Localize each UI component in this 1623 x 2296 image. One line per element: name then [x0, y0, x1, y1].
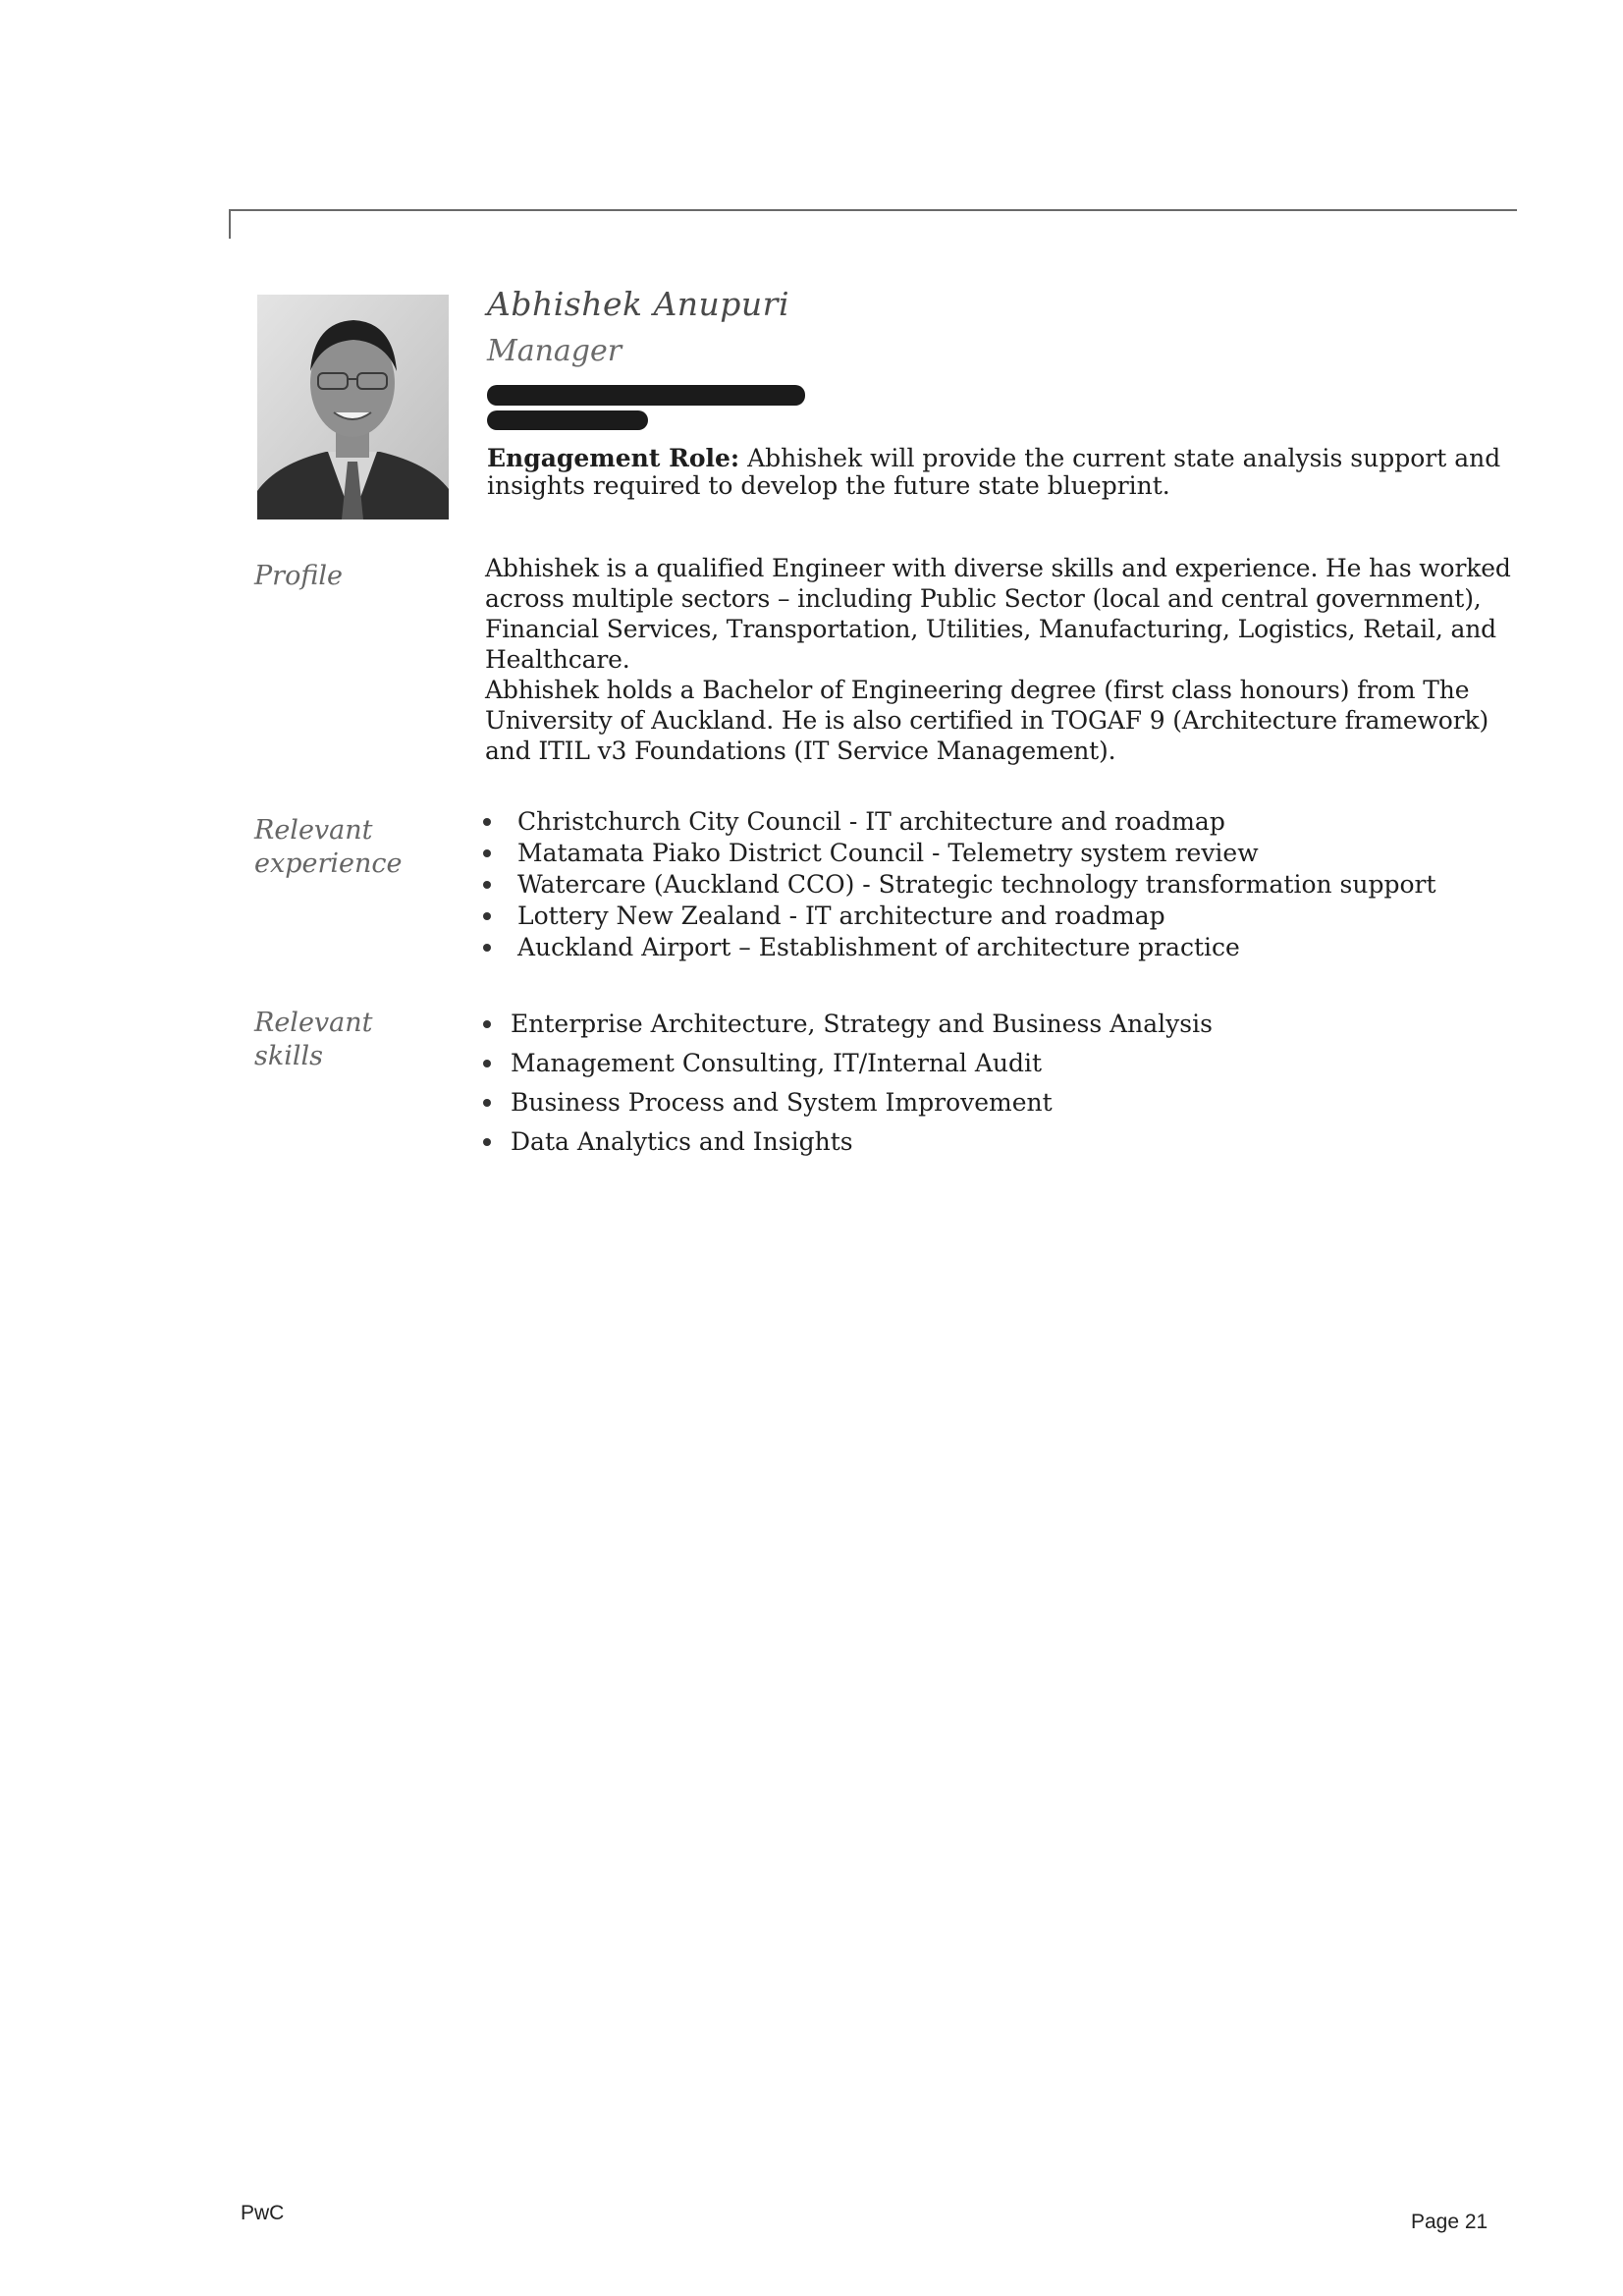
- footer-company: PwC: [241, 2202, 285, 2224]
- experience-list: [481, 806, 1436, 963]
- footer-page-number: Page 21: [1411, 2211, 1488, 2233]
- skills-list: [481, 1005, 1213, 1162]
- skills-label-line: skills: [254, 1041, 323, 1071]
- profile-text: [485, 553, 1516, 766]
- profile-paragraph: Abhishek holds a Bachelor of Engineering degree (first class honours) from The University of Auckland. He is also certified in TOGAF 9 (Architecture framework) and ITIL v3 Foundations (IT Service Management).: [485, 676, 1489, 765]
- experience-item: Matamata Piako District Council - Telemetry system review: [481, 838, 1436, 869]
- engagement-role-text: Abhishek will provide the current state analysis support and insights required to develop the future state blueprint.: [487, 444, 1501, 500]
- skills-label: [254, 1007, 373, 1073]
- experience-item: Christchurch City Council - IT architecture and roadmap: [481, 806, 1436, 838]
- experience-item: Lottery New Zealand - IT architecture and roadmap: [481, 901, 1436, 932]
- skills-item: Management Consulting, IT/Internal Audit: [481, 1044, 1213, 1083]
- experience-item: Watercare (Auckland CCO) - Strategic technology transformation support: [481, 869, 1436, 901]
- person-title: Manager: [487, 334, 622, 368]
- profile-paragraph: Abhishek is a qualified Engineer with diverse skills and experience. He has worked across multiple sectors – including Public Sector (local and central government), Financial Services, Transportation, Utilities, Manufacturing, Logistics, Retail, and Healthcare.: [485, 554, 1511, 674]
- skills-label-line: Relevant: [254, 1008, 373, 1038]
- experience-label-line: Relevant: [254, 815, 373, 846]
- experience-item: Auckland Airport – Establishment of architecture practice: [481, 932, 1436, 963]
- frame-top-rule: [229, 209, 1517, 211]
- engagement-role: [487, 445, 1508, 500]
- person-name: Abhishek Anupuri: [487, 285, 790, 323]
- skills-item: Enterprise Architecture, Strategy and Business Analysis: [481, 1005, 1213, 1044]
- skills-item: Business Process and System Improvement: [481, 1083, 1213, 1122]
- redaction-bar: [487, 385, 805, 406]
- engagement-role-label: Engagement Role:: [487, 444, 740, 472]
- profile-label: Profile: [254, 561, 343, 591]
- skills-item: Data Analytics and Insights: [481, 1122, 1213, 1162]
- profile-photo: [257, 295, 449, 519]
- frame-left-rule: [229, 209, 231, 239]
- redaction-bar: [487, 410, 648, 430]
- experience-label-line: experience: [254, 848, 403, 879]
- experience-label: [254, 814, 402, 881]
